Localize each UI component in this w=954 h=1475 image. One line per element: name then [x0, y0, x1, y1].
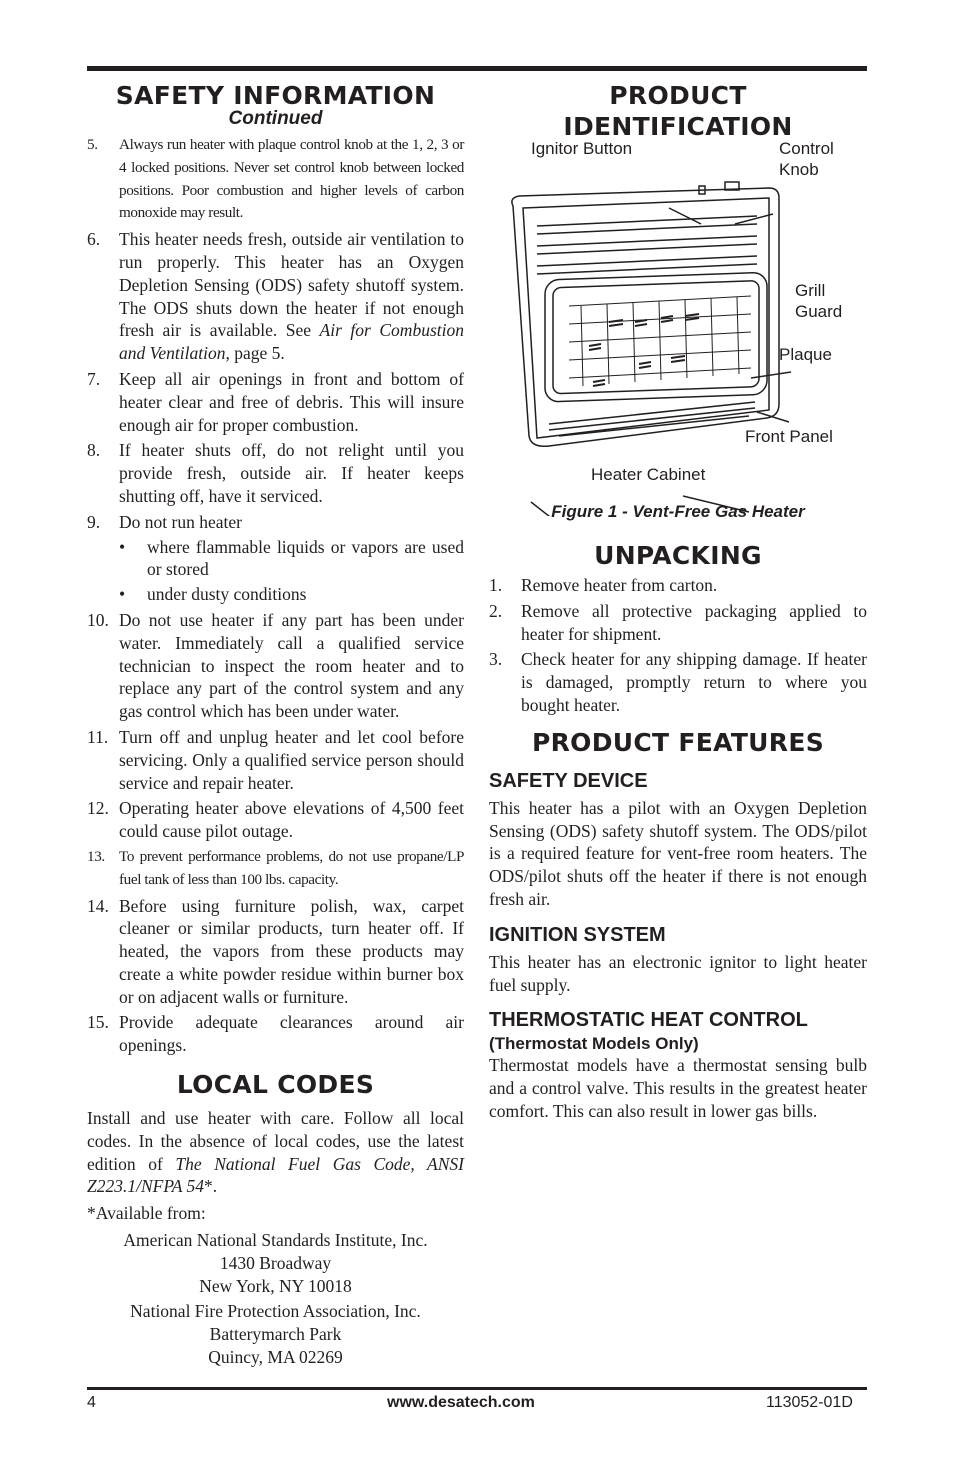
list-item [87, 439, 464, 507]
unpacking-title: UNPACKING [594, 541, 762, 570]
item-text: If heater shuts off, do not relight until you provide fresh, outside air. If heater keeps shutting off, have it serviced. [119, 440, 464, 506]
product-id-title-line2: IDENTIFICATION [563, 112, 793, 141]
doc-number: 113052-01D [766, 1394, 853, 1411]
bullet-list [119, 536, 464, 606]
item-text: Remove heater from carton. [521, 575, 718, 595]
label-control-line2: Knob [779, 160, 819, 179]
ignition-heading: IGNITION SYSTEM [489, 923, 666, 946]
list-item [489, 574, 867, 597]
thermostatic-text: Thermostat models have a thermostat sensing bulb and a control valve. This results in the greatest heater comfort. This can also result in lower gas bills. [489, 1055, 867, 1121]
thermostatic-heading: THERMOSTATIC HEAT CONTROL [489, 1009, 808, 1032]
label-front-panel: Front Panel [745, 427, 833, 446]
item-text: This heater needs fresh, outside air ventilation to run properly. This heater has an Oxygen Depletion Sensing (ODS) safety shutoff system. The ODS shuts down the heater if not enough fresh air is available. See [119, 229, 464, 341]
list-item [87, 797, 464, 843]
address-line: American National Standards Institute, Inc. [123, 1230, 428, 1251]
item-text: Always run heater with plaque control knob at the 1, 2, 3 or 4 locked positions. Never set control knob between locked positions. Poor combustion and higher levels of carbon monoxide may result. [119, 136, 464, 222]
item-text: Do not run heater [119, 511, 242, 532]
bottom-rule [87, 1387, 867, 1390]
heater-figure [489, 139, 867, 524]
label-grill-guard [795, 280, 842, 322]
item-number: 14. [87, 895, 109, 916]
item-number: 9. [87, 511, 101, 532]
ignition-text: This heater has an electronic ignitor to light heater fuel supply. [489, 951, 867, 995]
address-line: Batterymarch Park [209, 1324, 342, 1345]
safety-device-text: This heater has a pilot with an Oxygen Depletion Sensing (ODS) safety shutoff system. The ODS/pilot is a required feature for vent-free room heaters. The ODS/pilot shuts off the heater if there is not enough fresh air. [489, 797, 867, 909]
address-nfpa [87, 1300, 464, 1368]
item-text: Keep all air openings in front and bottom of heater clear and free of debris. This will insure enough air for proper combustion. [119, 368, 464, 435]
item-number: 12. [87, 798, 109, 819]
list-item [87, 846, 464, 892]
list-item [489, 600, 867, 646]
item-number: 11. [87, 726, 109, 747]
item-number: 10. [87, 609, 109, 630]
safety-subtitle: Continued [228, 108, 323, 129]
list-item [87, 134, 464, 225]
item-number: 3. [489, 649, 503, 670]
list-item [87, 228, 464, 365]
label-grill-line1: Grill [795, 281, 826, 300]
local-codes-paragraph [87, 1107, 464, 1198]
label-ignitor-button: Ignitor Button [531, 139, 633, 158]
list-item [87, 511, 464, 606]
address-line: 1430 Broadway [219, 1252, 332, 1273]
list-item [87, 895, 464, 1009]
list-item [87, 1011, 464, 1057]
local-codes-section [87, 1107, 464, 1369]
item-text: Operating heater above elevations of 4,500 feet could cause pilot outage. [119, 798, 464, 842]
safety-list [87, 134, 464, 1057]
item-text-after: page 5. [229, 343, 285, 364]
available-from: *Available from: [87, 1203, 206, 1224]
local-codes-code-name: The National Fuel Gas Code, ANSI Z223.1/NFPA 54 [87, 1153, 464, 1197]
page-number: 4 [87, 1394, 96, 1411]
list-item [87, 726, 464, 794]
item-number: 13. [87, 847, 105, 865]
address-line: Quincy, MA 02269 [208, 1347, 343, 1368]
list-item [489, 648, 867, 716]
right-column [489, 80, 867, 1127]
item-number: 5. [87, 136, 98, 153]
item-reference: Air for Combustion and Ventilation, [119, 320, 464, 364]
item-text: Turn off and unplug heater and let cool before servicing. Only a qualified service person should service and repair heater. [119, 726, 464, 793]
bullet-item: • under dusty conditions [119, 583, 464, 606]
address-ansi [87, 1229, 464, 1297]
local-codes-text-end: *. [204, 1176, 218, 1197]
label-control-line1: Control [779, 139, 834, 158]
product-features-title: PRODUCT FEATURES [531, 727, 825, 757]
label-plaque: Plaque [779, 345, 832, 364]
list-item [87, 609, 464, 723]
heater-illustration [489, 146, 867, 516]
bullet-item: • where flammable liquids or vapors are used or stored [119, 536, 464, 582]
item-text: Remove all protective packaging applied to heater for shipment. [521, 600, 867, 644]
label-heater-cabinet: Heater Cabinet [591, 465, 706, 484]
item-number: 15. [87, 1012, 109, 1033]
thermostatic-subheading: (Thermostat Models Only) [489, 1034, 699, 1054]
item-number: 2. [489, 600, 503, 621]
website-link[interactable]: www.desatech.com [387, 1394, 535, 1411]
product-features-section [489, 769, 867, 1123]
item-text: Do not use heater if any part has been under water. Immediately call a qualified service technician to inspect the room heater and to replace any part of the control system and any gas control which has been under water. [119, 609, 464, 722]
label-control-knob [779, 138, 834, 180]
item-number: 6. [87, 229, 101, 250]
item-text: Check heater for any shipping damage. If heater is damaged, promptly return to where you bought heater. [521, 649, 867, 715]
label-grill-line2: Guard [795, 302, 843, 321]
item-text: Before using furniture polish, wax, carpet cleaner or similar products, turn heater off. If heated, the vapors from these products may create a white powder residue within burner box or on adjacent walls or furniture. [119, 895, 464, 1007]
local-codes-text: Install and use heater with care. Follow all local codes. In the absence of local codes, use the latest edition of [87, 1108, 464, 1174]
figure-caption: Figure 1 - Vent-Free Gas Heater [551, 502, 805, 521]
item-text: Provide adequate clearances around air openings. [119, 1012, 464, 1056]
address-line: National Fire Protection Association, Inc. [130, 1301, 421, 1322]
top-rule [87, 66, 867, 71]
item-number: 7. [87, 368, 101, 389]
safety-device-heading: SAFETY DEVICE [489, 769, 648, 792]
unpacking-list [489, 574, 867, 717]
item-number: 8. [87, 440, 101, 461]
product-id-title [489, 80, 867, 142]
local-codes-title: LOCAL CODES [176, 1070, 375, 1100]
address-line: New York, NY 10018 [199, 1275, 352, 1296]
product-id-title-line1: PRODUCT [609, 81, 747, 110]
left-column [87, 80, 464, 1369]
safety-title: SAFETY INFORMATION [115, 81, 436, 110]
item-text: To prevent performance problems, do not use propane/LP fuel tank of less than 100 lbs. capacity. [119, 847, 464, 888]
item-number: 1. [489, 575, 503, 595]
list-item [87, 368, 464, 436]
